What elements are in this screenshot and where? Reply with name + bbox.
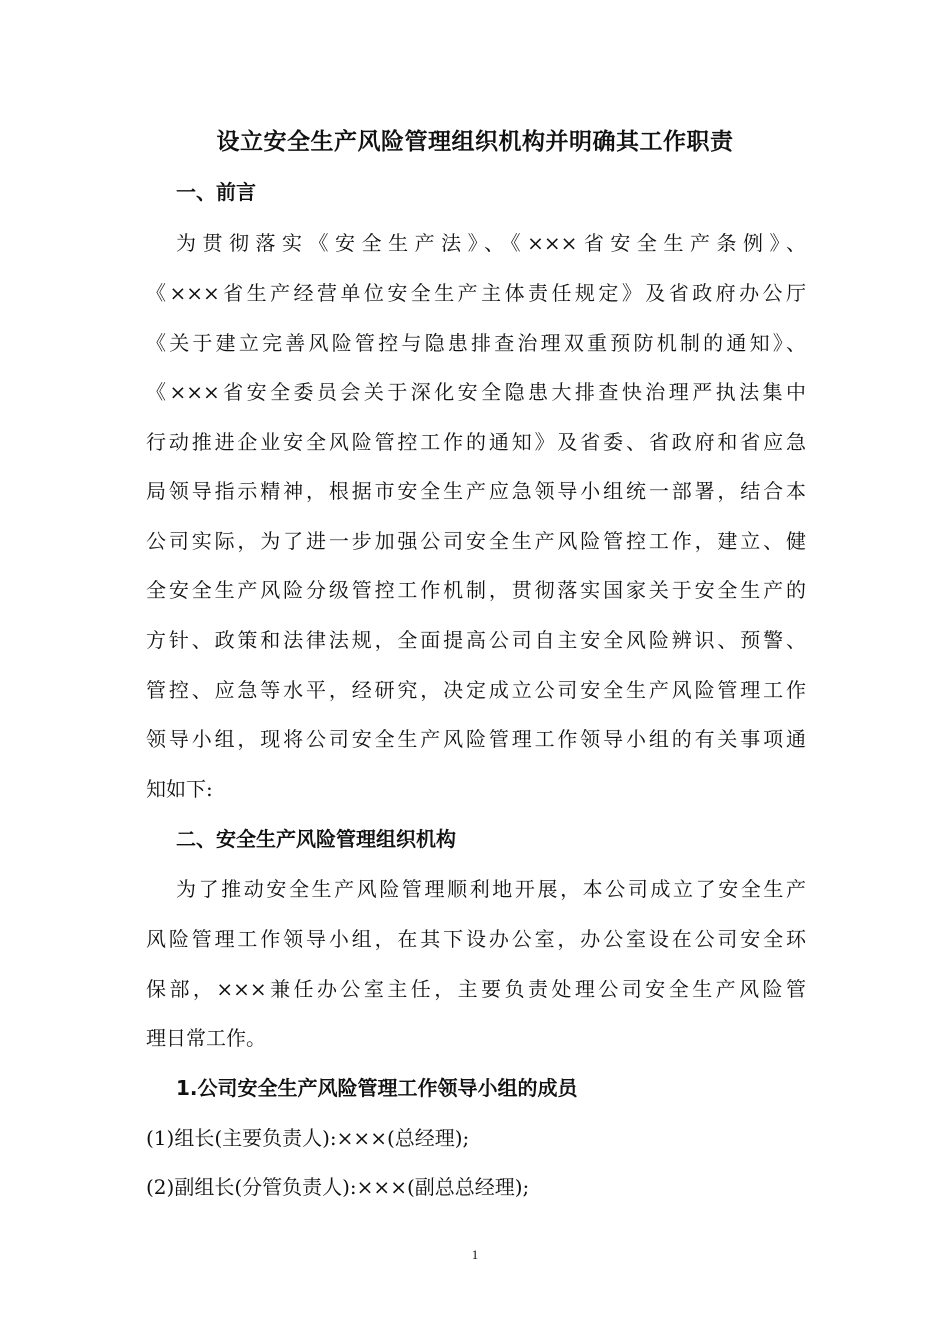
paragraph-line: 方针、政策和法律法规，全面提高公司自主安全风险辨识、预警、 (146, 628, 806, 652)
paragraph-line: 保部，×××兼任办公室主任，主要负责处理公司安全生产风险管 (146, 977, 806, 1001)
paragraph-line: 局领导指示精神，根据市安全生产应急领导小组统一部署，结合本 (146, 479, 806, 503)
page-number: 1 (471, 1247, 479, 1262)
paragraph-line: 知如下: (146, 777, 213, 801)
paragraph-line: 为贯彻落实《安全生产法》、《×××省安全生产条例》、 (176, 231, 806, 255)
paragraph-line: 《×××省安全委员会关于深化安全隐患大排查快治理严执法集中 (146, 380, 806, 404)
member-item-leader: (1)组长(主要负责人):×××(总经理); (146, 1126, 470, 1150)
paragraph-line: 行动推进企业安全风险管控工作的通知》及省委、省政府和省应急 (146, 430, 806, 454)
paragraph-line: 《×××省生产经营单位安全生产主体责任规定》及省政府办公厅 (146, 281, 806, 305)
document-title: 设立安全生产风险管理组织机构并明确其工作职责 (216, 129, 734, 155)
subsection-heading-members: 1.公司安全生产风险管理工作领导小组的成员 (176, 1076, 578, 1100)
paragraph-line: 领导小组，现将公司安全生产风险管理工作领导小组的有关事项通 (146, 727, 806, 751)
member-item-deputy-leader: (2)副组长(分管负责人):×××(副总总经理); (146, 1175, 530, 1199)
paragraph-line: 管控、应急等水平，经研究，决定成立公司安全生产风险管理工作 (146, 678, 806, 702)
section-heading-preface: 一、前言 (176, 180, 256, 204)
paragraph-line: 《关于建立完善风险管控与隐患排查治理双重预防机制的通知》、 (146, 331, 806, 355)
paragraph-line: 为了推动安全生产风险管理顺利地开展，本公司成立了安全生产 (176, 877, 806, 901)
paragraph-line: 全安全生产风险分级管控工作机制，贯彻落实国家关于安全生产的 (146, 578, 806, 602)
paragraph-line: 风险管理工作领导小组，在其下设办公室，办公室设在公司安全环 (146, 927, 806, 951)
section-heading-organization: 二、安全生产风险管理组织机构 (176, 827, 456, 851)
paragraph-line: 理日常工作。 (146, 1026, 266, 1050)
paragraph-line: 公司实际，为了进一步加强公司安全生产风险管控工作，建立、健 (146, 529, 806, 553)
